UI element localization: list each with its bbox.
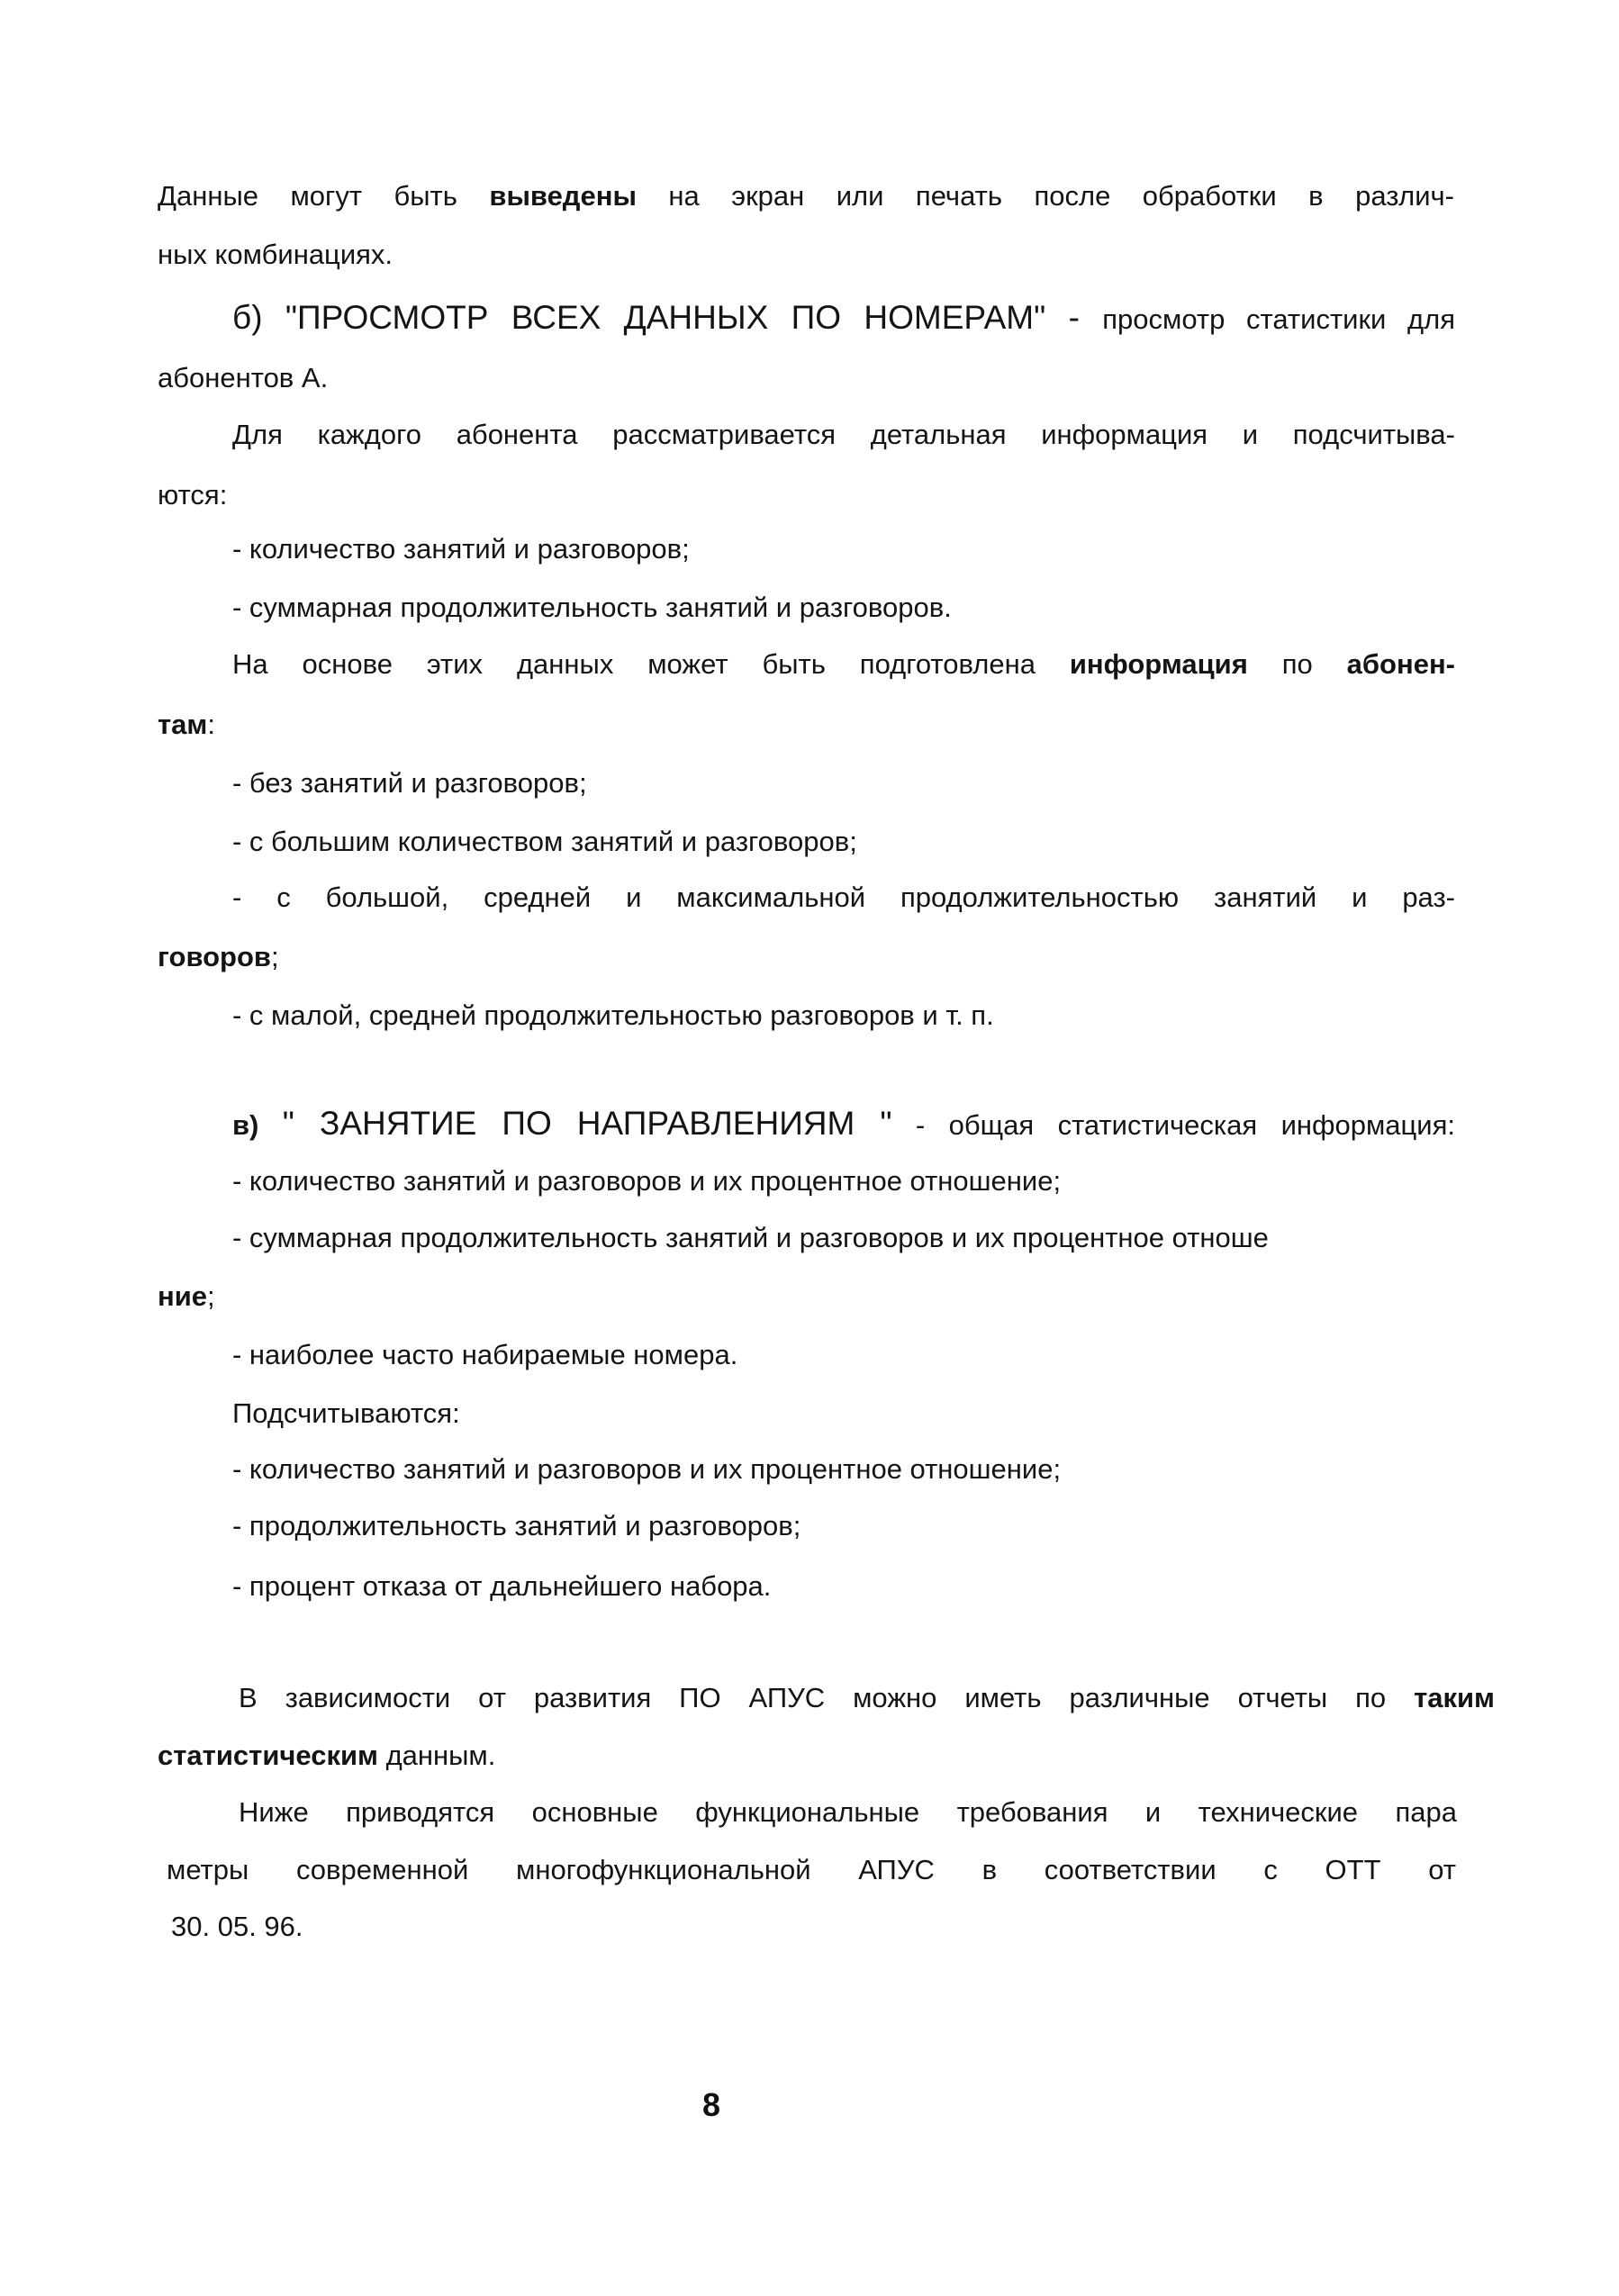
text-run: На основе этих данных может быть подготовлена bbox=[232, 648, 1070, 680]
text-line bbox=[167, 1852, 1456, 1888]
text-run: просмотр статистики для bbox=[1102, 303, 1455, 335]
text-run: абонен- bbox=[1346, 648, 1455, 680]
text-run: ются: bbox=[158, 479, 228, 511]
text-line bbox=[232, 417, 1455, 453]
text-line bbox=[232, 1508, 800, 1544]
text-line bbox=[232, 646, 1455, 682]
text-run: по bbox=[1247, 648, 1347, 680]
text-run: ; bbox=[270, 941, 279, 972]
text-line bbox=[158, 939, 279, 975]
text-run: - наиболее часто набираемые номера. bbox=[232, 1339, 738, 1370]
text-run: в) bbox=[232, 1109, 283, 1141]
text-run: - процент отказа от дальнейшего набора. bbox=[232, 1570, 772, 1602]
text-run: Ниже приводятся основные функциональные требования и технические пара bbox=[239, 1796, 1457, 1828]
text-run: - количество занятий и разговоров и их процентное отношение; bbox=[232, 1165, 1062, 1197]
text-line bbox=[171, 1909, 303, 1945]
text-run: статистическим bbox=[158, 1740, 378, 1771]
text-line bbox=[232, 531, 690, 567]
text-line bbox=[232, 1337, 737, 1373]
text-line bbox=[232, 1163, 1061, 1199]
text-run: - суммарная продолжительность занятий и разговоров и их процентное отноше bbox=[232, 1222, 1269, 1253]
text-run: ние bbox=[158, 1280, 208, 1312]
text-run: там bbox=[158, 709, 208, 740]
text-run: метры современной многофункциональной АПУС в соответствии с ОТТ от bbox=[167, 1854, 1456, 1885]
text-run: Подсчитываются: bbox=[232, 1397, 460, 1429]
text-line bbox=[158, 707, 215, 743]
text-line bbox=[158, 360, 328, 396]
text-line bbox=[158, 477, 227, 513]
text-run: - количество занятий и разговоров и их процентное отношение; bbox=[232, 1453, 1062, 1485]
text-run: " ЗАНЯТИЕ ПО НАПРАВЛЕНИЯМ " bbox=[282, 1105, 892, 1142]
text-line bbox=[232, 765, 587, 801]
text-run: - суммарная продолжительность занятий и разговоров. bbox=[232, 592, 952, 623]
text-run: на экран или печать после обработки в различ- bbox=[636, 180, 1454, 212]
text-run: б) "ПРОСМОТР ВСЕХ ДАННЫХ ПО НОМЕРАМ" - bbox=[232, 299, 1103, 336]
text-line bbox=[232, 300, 1455, 338]
text-run: : bbox=[207, 709, 215, 740]
text-run: - продолжительность занятий и разговоров; bbox=[232, 1510, 801, 1541]
text-run: - без занятий и разговоров; bbox=[232, 767, 587, 799]
text-line bbox=[158, 1279, 215, 1315]
text-run: таким bbox=[1414, 1682, 1495, 1713]
text-line bbox=[232, 880, 1455, 916]
text-run: - с большой, средней и максимальной продолжительностью занятий и раз- bbox=[232, 881, 1455, 913]
text-run: - с малой, средней продолжительностью разговоров и т. п. bbox=[232, 999, 994, 1031]
text-run: 30. 05. 96. bbox=[171, 1911, 303, 1942]
text-line bbox=[232, 590, 952, 626]
text-line bbox=[232, 998, 994, 1034]
text-line bbox=[158, 1738, 495, 1774]
text-run: ных комбинациях. bbox=[158, 239, 393, 270]
text-line bbox=[239, 1794, 1457, 1830]
text-line bbox=[232, 1106, 1455, 1143]
text-run: абонентов А. bbox=[158, 362, 329, 393]
text-run: - количество занятий и разговоров; bbox=[232, 533, 690, 565]
text-run: - с большим количеством занятий и разговоров; bbox=[232, 826, 857, 857]
text-run: ; bbox=[207, 1280, 215, 1312]
text-line bbox=[232, 1220, 1455, 1256]
text-line bbox=[232, 1568, 771, 1604]
text-run: Для каждого абонента рассматривается детальная информация и подсчитыва- bbox=[232, 419, 1455, 450]
text-line bbox=[158, 237, 393, 273]
text-line bbox=[232, 1396, 460, 1432]
text-run: В зависимости от развития ПО АПУС можно иметь различные отчеты по bbox=[239, 1682, 1415, 1713]
text-line bbox=[232, 824, 857, 860]
text-run: - общая статистическая информация: bbox=[891, 1109, 1456, 1141]
text-line bbox=[158, 178, 1454, 214]
text-run: выведены bbox=[489, 180, 637, 212]
text-line bbox=[232, 1451, 1061, 1487]
text-run: информация bbox=[1069, 648, 1248, 680]
text-run: данным. bbox=[377, 1740, 496, 1771]
page-number: 8 bbox=[701, 2086, 721, 2123]
text-run: говоров bbox=[158, 941, 271, 972]
text-run: Данные могут быть bbox=[158, 180, 490, 212]
text-line bbox=[239, 1680, 1495, 1716]
